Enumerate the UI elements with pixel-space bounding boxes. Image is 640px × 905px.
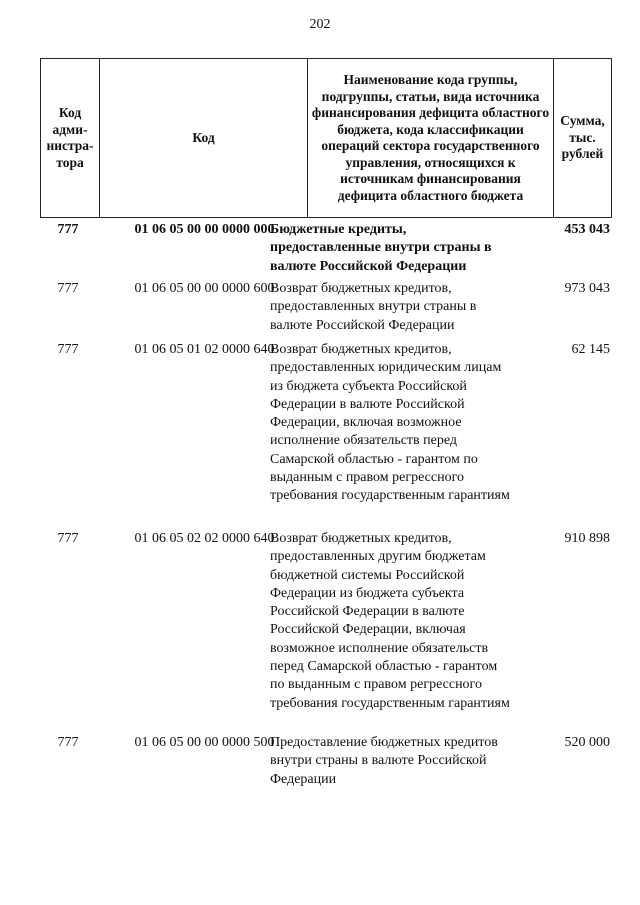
header-name: Наименование кода группы, подгруппы, статьи, вида источника финансирования дефицита областного бюджета, кода классификации операций сектора государственного управления, относящихся к источникам финансирования дефицита областного бюджета (308, 59, 554, 217)
table-header (40, 58, 612, 218)
row-admin-code: 777 (57, 735, 79, 750)
row-code: 01 06 05 00 00 0000 500 (134, 735, 275, 750)
table-row (40, 530, 612, 725)
row-name: Предоставление бюджетных кредитов внутри страны в валюте Российской Федерации (270, 735, 498, 787)
row-code: 01 06 05 02 02 0000 640 (134, 531, 275, 546)
row-sum: 973 043 (564, 281, 610, 296)
table-row (40, 221, 612, 275)
row-name: Возврат бюджетных кредитов, предоставленных другим бюджетам бюджетной системы Российской Федерации из бюджета субъекта Российской Федерации в валюте Российской Федерации, включая возможное исполнение обязательств перед Самарской областью - гарантом по выданным с правом регрессного требования государственным гарантиям (270, 531, 510, 711)
row-admin-code: 777 (57, 281, 79, 296)
row-sum: 520 000 (564, 735, 610, 750)
row-code: 01 06 05 01 02 0000 640 (134, 342, 275, 357)
row-name: Бюджетные кредиты, предоставленные внутри страны в валюте Российской Федерации (270, 222, 492, 274)
table-row (40, 341, 612, 521)
page-number: 202 (309, 17, 331, 32)
header-sum: Сумма, тыс. рублей (560, 113, 605, 162)
row-sum: 453 043 (564, 222, 610, 237)
row-sum: 910 898 (564, 531, 610, 546)
row-admin-code: 777 (57, 531, 79, 546)
header-code: Код (100, 59, 308, 217)
row-sum: 62 145 (571, 342, 610, 357)
row-code: 01 06 05 00 00 0000 000 (134, 222, 275, 237)
row-name: Возврат бюджетных кредитов, предоставленных внутри страны в валюте Российской Федерации (270, 281, 477, 333)
row-admin-code: 777 (57, 342, 79, 357)
table-row (40, 280, 612, 336)
table-row (40, 734, 612, 794)
header-admin-code: Код адми-нистра-тора (41, 59, 100, 217)
row-admin-code: 777 (57, 222, 79, 237)
row-name: Возврат бюджетных кредитов, предоставленных юридическим лицам из бюджета субъекта Российской Федерации в валюте Российской Федерации, включая возможное исполнение обязательств перед Самарской областью - гарантом по выданным с правом регрессного требования государственным гарантиям (270, 342, 510, 504)
row-code: 01 06 05 00 00 0000 600 (134, 281, 275, 296)
